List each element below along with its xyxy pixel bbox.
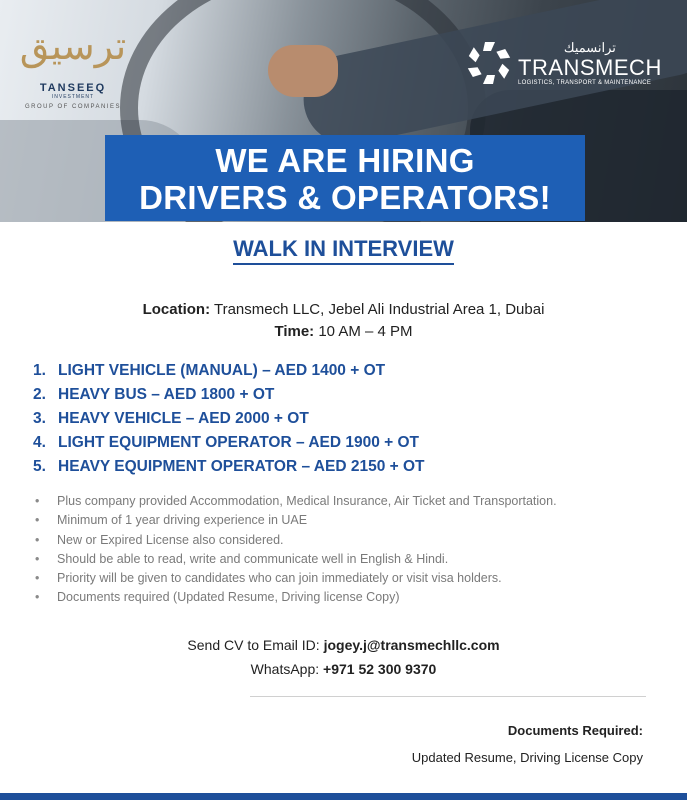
transmech-arabic-name: ترانسميك bbox=[563, 40, 616, 55]
requirement-text: Plus company provided Accommodation, Medical Insurance, Air Ticket and Transportation. bbox=[57, 494, 557, 508]
tanseeq-name: TANSEEQ bbox=[39, 82, 107, 94]
job-list bbox=[33, 359, 425, 479]
tanseeq-calligraphy-mark: ترسيق bbox=[19, 24, 127, 68]
transmech-gear-icon bbox=[466, 40, 512, 86]
walk-in-heading bbox=[0, 236, 687, 265]
requirements-list bbox=[35, 492, 557, 608]
job-number: 3. bbox=[33, 410, 46, 427]
job-item bbox=[33, 455, 425, 479]
job-number: 2. bbox=[33, 386, 46, 403]
email-line bbox=[0, 633, 687, 657]
transmech-tagline: LOGISTICS, TRANSPORT & MAINTENANCE bbox=[518, 80, 652, 86]
job-text: HEAVY BUS – AED 1800 + OT bbox=[58, 386, 275, 403]
email-label: Send CV to Email ID: bbox=[187, 637, 324, 653]
requirement-item bbox=[35, 531, 557, 550]
job-text: HEAVY EQUIPMENT OPERATOR – AED 2150 + OT bbox=[58, 458, 425, 475]
job-item bbox=[33, 359, 425, 383]
requirement-text: Documents required (Updated Resume, Driving license Copy) bbox=[57, 590, 400, 605]
whatsapp-label: WhatsApp: bbox=[250, 661, 324, 677]
contact-info bbox=[0, 633, 687, 681]
hiring-banner bbox=[105, 135, 585, 221]
email-address[interactable]: jogey.j@transmechllc.com bbox=[323, 637, 500, 653]
job-number: 1. bbox=[33, 362, 46, 379]
requirement-item bbox=[35, 511, 557, 530]
requirement-item bbox=[35, 588, 557, 607]
job-item bbox=[33, 431, 425, 455]
footer-bar bbox=[0, 793, 687, 800]
location-line bbox=[0, 299, 687, 321]
banner-line-2: DRIVERS & OPERATORS! bbox=[139, 179, 551, 216]
job-number: 4. bbox=[33, 434, 46, 451]
job-text: LIGHT VEHICLE (MANUAL) – AED 1400 + OT bbox=[58, 362, 386, 379]
documents-heading: Documents Required: bbox=[507, 723, 643, 738]
job-item bbox=[33, 407, 425, 431]
bullet-icon: • bbox=[35, 571, 40, 586]
divider bbox=[250, 696, 646, 697]
time-value: 10 AM – 4 PM bbox=[314, 323, 413, 340]
documents-list: Updated Resume, Driving License Copy bbox=[411, 750, 643, 765]
transmech-logo bbox=[466, 40, 662, 86]
time-line bbox=[0, 321, 687, 343]
requirement-item bbox=[35, 569, 557, 588]
requirement-text: Should be able to read, write and communicate well in English & Hindi. bbox=[57, 551, 449, 566]
time-label: Time: bbox=[274, 323, 315, 340]
whatsapp-line bbox=[0, 657, 687, 681]
requirement-text: Priority will be given to candidates who can join immediately or visit visa holders. bbox=[57, 571, 502, 586]
interview-details bbox=[0, 299, 687, 343]
job-item bbox=[33, 383, 425, 407]
walk-in-title: WALK IN INTERVIEW bbox=[233, 236, 454, 265]
transmech-name: TRANSMECH bbox=[518, 55, 662, 80]
requirement-text: Minimum of 1 year driving experience in UAE bbox=[57, 513, 308, 528]
tanseeq-logo bbox=[18, 10, 128, 110]
location-value: Transmech LLC, Jebel Ali Industrial Area 1, Dubai bbox=[210, 301, 545, 318]
bullet-icon: • bbox=[35, 494, 40, 508]
job-text: HEAVY VEHICLE – AED 2000 + OT bbox=[58, 410, 309, 427]
requirement-item bbox=[35, 492, 557, 511]
location-label: Location: bbox=[142, 301, 211, 318]
tanseeq-group: GROUP OF COMPANIES bbox=[24, 104, 122, 110]
bullet-icon: • bbox=[35, 532, 40, 547]
banner-line-1: WE ARE HIRING bbox=[215, 142, 475, 179]
job-text: LIGHT EQUIPMENT OPERATOR – AED 1900 + OT bbox=[58, 434, 420, 451]
bullet-icon: • bbox=[35, 590, 40, 605]
job-number: 5. bbox=[33, 458, 46, 475]
requirement-text: New or Expired License also considered. bbox=[57, 532, 284, 547]
bullet-icon: • bbox=[35, 551, 40, 566]
bullet-icon: • bbox=[35, 513, 40, 528]
requirement-item bbox=[35, 550, 557, 569]
tanseeq-sub: INVESTMENT bbox=[51, 94, 95, 100]
driver-hand-shape bbox=[268, 45, 338, 97]
whatsapp-number[interactable]: +971 52 300 9370 bbox=[323, 661, 437, 677]
